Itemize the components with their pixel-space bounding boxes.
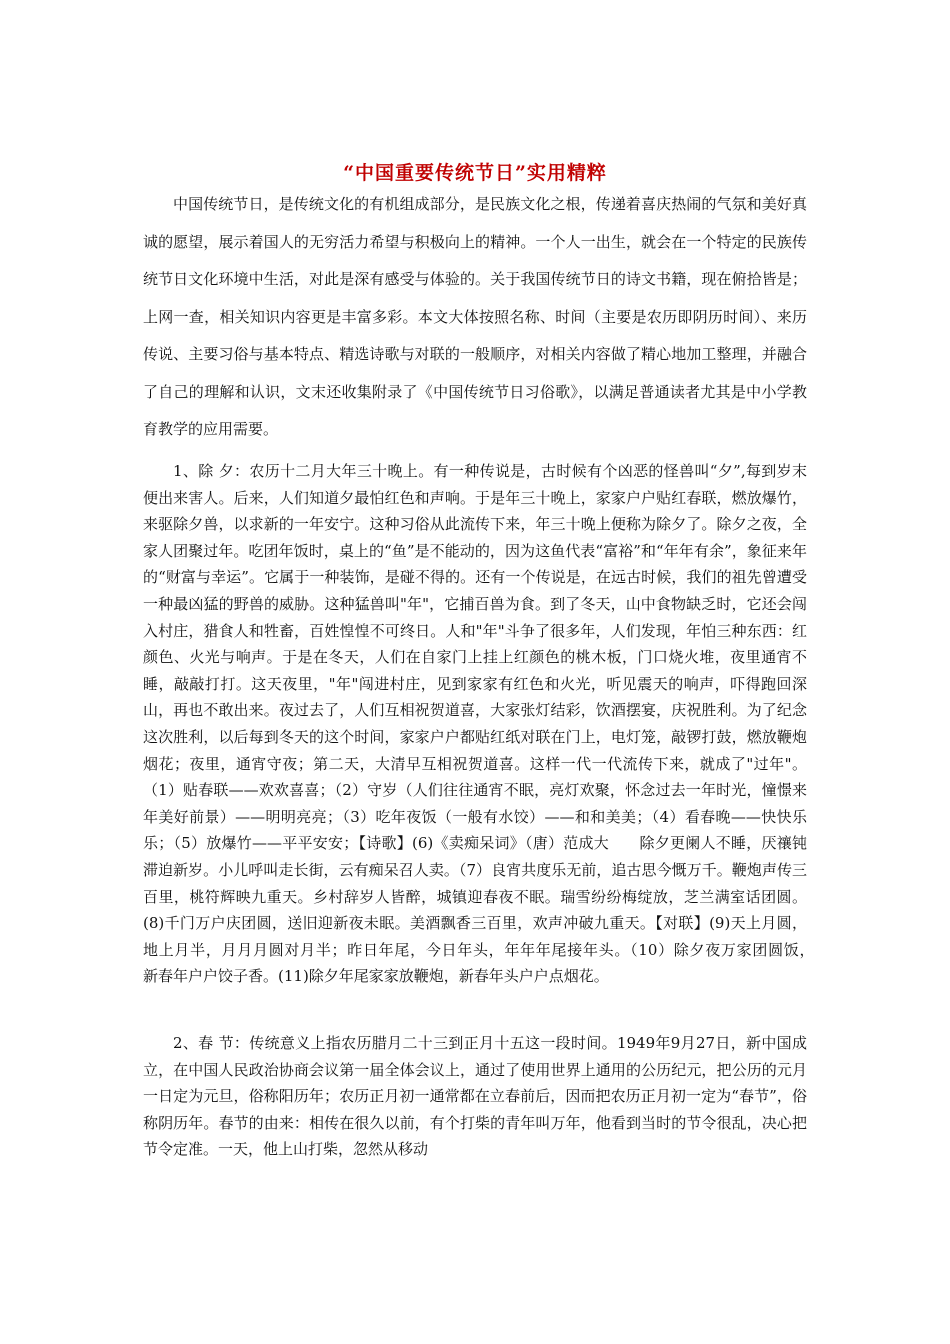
section-chunjie-paragraph: 2、春 节：传统意义上指农历腊月二十三到正月十五这一段时间。1949年9月27日，新中国成立，在中国人民政治协商会议第一届全体会议上，通过了使用世界上通用的公历纪元，把公历的元月一日定为元旦，俗称阳历年；农历正月初一通常都在立春前后，因而把农历正月初一定为“春节”，俗称阴历年。春节的由来：相传在很久以前，有个打柴的青年叫万年，他看到当时的节令很乱，决心把节令定准。一天，他上山打柴，忽然从移动 — [143, 1034, 807, 1159]
section-chuxi-paragraph: 1、除 夕：农历十二月大年三十晚上。有一种传说是，古时候有个凶恶的怪兽叫“夕”,每到岁末便出来害人。后来，人们知道夕最怕红色和声响。于是年三十晚上，家家户户贴红春联，燃放爆竹，来驱除夕兽，以求新的一年安宁。这种习俗从此流传下来，年三十晚上便称为除夕了。除夕之夜，全家人团聚过年。吃团年饭时，桌上的“鱼”是不能动的，因为这鱼代表“富裕”和“年年有余”，象征来年的“财富与幸运”。它属于一种装饰，是碰不得的。还有一个传说是，在远古时候，我们的祖先曾遭受一种最凶猛的野兽的威胁。这种猛兽叫"年"，它捕百兽为食。到了冬天，山中食物缺乏时，它还会闯入村庄，猎食人和牲畜，百姓惶惶不可终日。人和"年"斗争了很多年，人们发现，年怕三种东西：红颜色、火光与响声。于是在冬天，人们在自家门上挂上红颜色的桃木板，门口烧火堆，夜里通宵不睡，敲敲打打。这天夜里，"年"闯进村庄，见到家家有红色和火光，听见震天的响声，吓得跑回深山，再也不敢出来。夜过去了，人们互相祝贺道喜，大家张灯结彩，饮酒摆宴，庆祝胜利。为了纪念这次胜利，以后每到冬天的这个时间，家家户户都贴红纸对联在门上，电灯笼，敲锣打鼓，燃放鞭炮烟花；夜里，通宵守夜；第二天，大清早互相祝贺道喜。这样一代一代流传下来，就成了"过年"。（1）贴春联——欢欢喜喜；（2）守岁（人们往往通宵不眠，亮灯欢聚，怀念过去一年时光，憧憬来年美好前景）——明明亮亮；（3）吃年夜饭（一般有水饺）——和和美美；（4）看春晚——快快乐乐；（5）放爆竹——平平安安；【诗歌】(6)《卖痴呆词》（唐）范成大 除夕更阑人不睡，厌禳钝滞迫新岁。小儿呼叫走长街，云有痴呆召人卖。（7）良宵共度乐无前，追古思今慨万千。鞭炮声传三百里，桃符辉映九重天。乡村辞岁人皆醉，城镇迎春夜不眠。瑞雪纷纷梅绽放，芝兰满室话团圆。(8)千门万户庆团圆，送旧迎新夜未眠。美酒飘香三百里，欢声冲破九重天。【对联】(9)天上月圆，地上月半，月月月圆对月半；昨日年尾，今日年头，年年年尾接年头。（10）除夕夜万家团圆饭， 新春年户户饺子香。(11)除夕年尾家家放鞭炮，新春年头户户点烟花。 — [143, 462, 823, 986]
document-title: “中国重要传统节日”实用精粹 — [343, 162, 607, 184]
intro-paragraph: 中国传统节日，是传统文化的有机组成部分，是民族文化之根，传递着喜庆热闹的气氛和美好真诚的愿望，展示着国人的无穷活力希望与积极向上的精神。一个人一出生，就会在一个特定的民族传统节日文化环境中生活，对此是深有感受与体验的。关于我国传统节日的诗文书籍，现在俯拾皆是；上网一查，相关知识内容更是丰富多彩。本文大体按照名称、时间（主要是农历即阴历时间）、来历传说、主要习俗与基本特点、精选诗歌与对联的一般顺序，对相关内容做了精心地加工整理，并融合了自己的理解和认识，文末还收集附录了《中国传统节日习俗歌》，以满足普通读者尤其是中小学教育教学的应用需要。 — [143, 195, 807, 438]
